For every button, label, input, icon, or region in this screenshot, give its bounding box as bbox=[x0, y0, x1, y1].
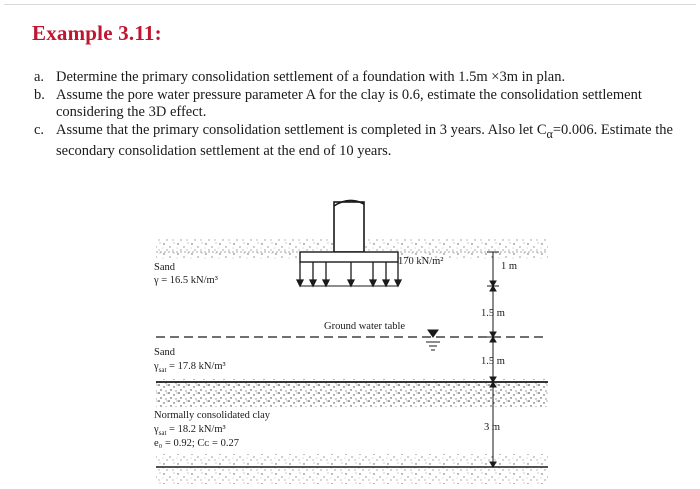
clay-top-band bbox=[156, 379, 548, 407]
unit-weight-symbol: γ bbox=[154, 275, 159, 286]
layer-3-unit-weight bbox=[154, 424, 226, 439]
layer-2-unit-weight bbox=[154, 361, 226, 376]
item-text-cont: =0.006. Estimate the secondary consolidation settlement at the end of 10 years. bbox=[56, 121, 673, 159]
dim-1-5m-lower: 1.5 m bbox=[481, 356, 505, 367]
item-marker: c. bbox=[34, 121, 45, 138]
unit-weight-symbol: γ bbox=[154, 361, 159, 372]
item-text: Assume the pore water pressure parameter A for the clay is 0.6, estimate the consolidation settlement considering the 3D effect. bbox=[56, 86, 642, 120]
foundation-column bbox=[334, 202, 364, 252]
layer-3-properties: e₀ = 0.92; Cᴄ = 0.27 bbox=[154, 438, 239, 449]
question-item-c bbox=[34, 122, 684, 161]
footing bbox=[300, 252, 398, 262]
layer-1-name: Sand bbox=[154, 262, 175, 273]
unit-weight-value: = 18.2 kN/m³ bbox=[169, 424, 226, 435]
dim-1m: 1 m bbox=[501, 261, 518, 272]
item-marker: a. bbox=[34, 69, 45, 85]
soil-profile-figure bbox=[148, 192, 558, 487]
dim-1-5m-upper: 1.5 m bbox=[481, 308, 505, 319]
layer-2-name: Sand bbox=[154, 347, 175, 358]
unit-weight-value: = 17.8 kN/m³ bbox=[169, 361, 226, 372]
unit-weight-value: = 16.5 kN/m³ bbox=[161, 275, 218, 286]
load-arrows bbox=[297, 262, 401, 286]
bottom-band bbox=[156, 454, 548, 484]
load-label: 170 kN/m² bbox=[398, 256, 444, 267]
item-subscript: α bbox=[546, 126, 553, 141]
unit-weight-subscript: sat bbox=[158, 366, 167, 375]
item-text: Assume that the primary consolidation settlement is completed in 3 years. Also let C bbox=[56, 121, 547, 138]
dim-3m: 3 m bbox=[484, 422, 501, 433]
example-title: Example 3.11: bbox=[32, 21, 162, 45]
question-item-b bbox=[34, 87, 684, 122]
layer-3-name: Normally consolidated clay bbox=[154, 410, 271, 421]
item-marker: b. bbox=[34, 86, 45, 103]
unit-weight-symbol: γ bbox=[154, 424, 159, 435]
unit-weight-subscript: sat bbox=[158, 429, 167, 438]
top-border bbox=[4, 4, 696, 5]
water-table-symbol bbox=[426, 330, 440, 350]
water-table-label: Ground water table bbox=[324, 321, 406, 332]
layer-1-unit-weight bbox=[154, 275, 218, 287]
question-item-a bbox=[34, 69, 684, 87]
item-text: Determine the primary consolidation settlement of a foundation with 1.5m ×3m in plan. bbox=[56, 69, 566, 85]
question-list bbox=[34, 69, 684, 160]
